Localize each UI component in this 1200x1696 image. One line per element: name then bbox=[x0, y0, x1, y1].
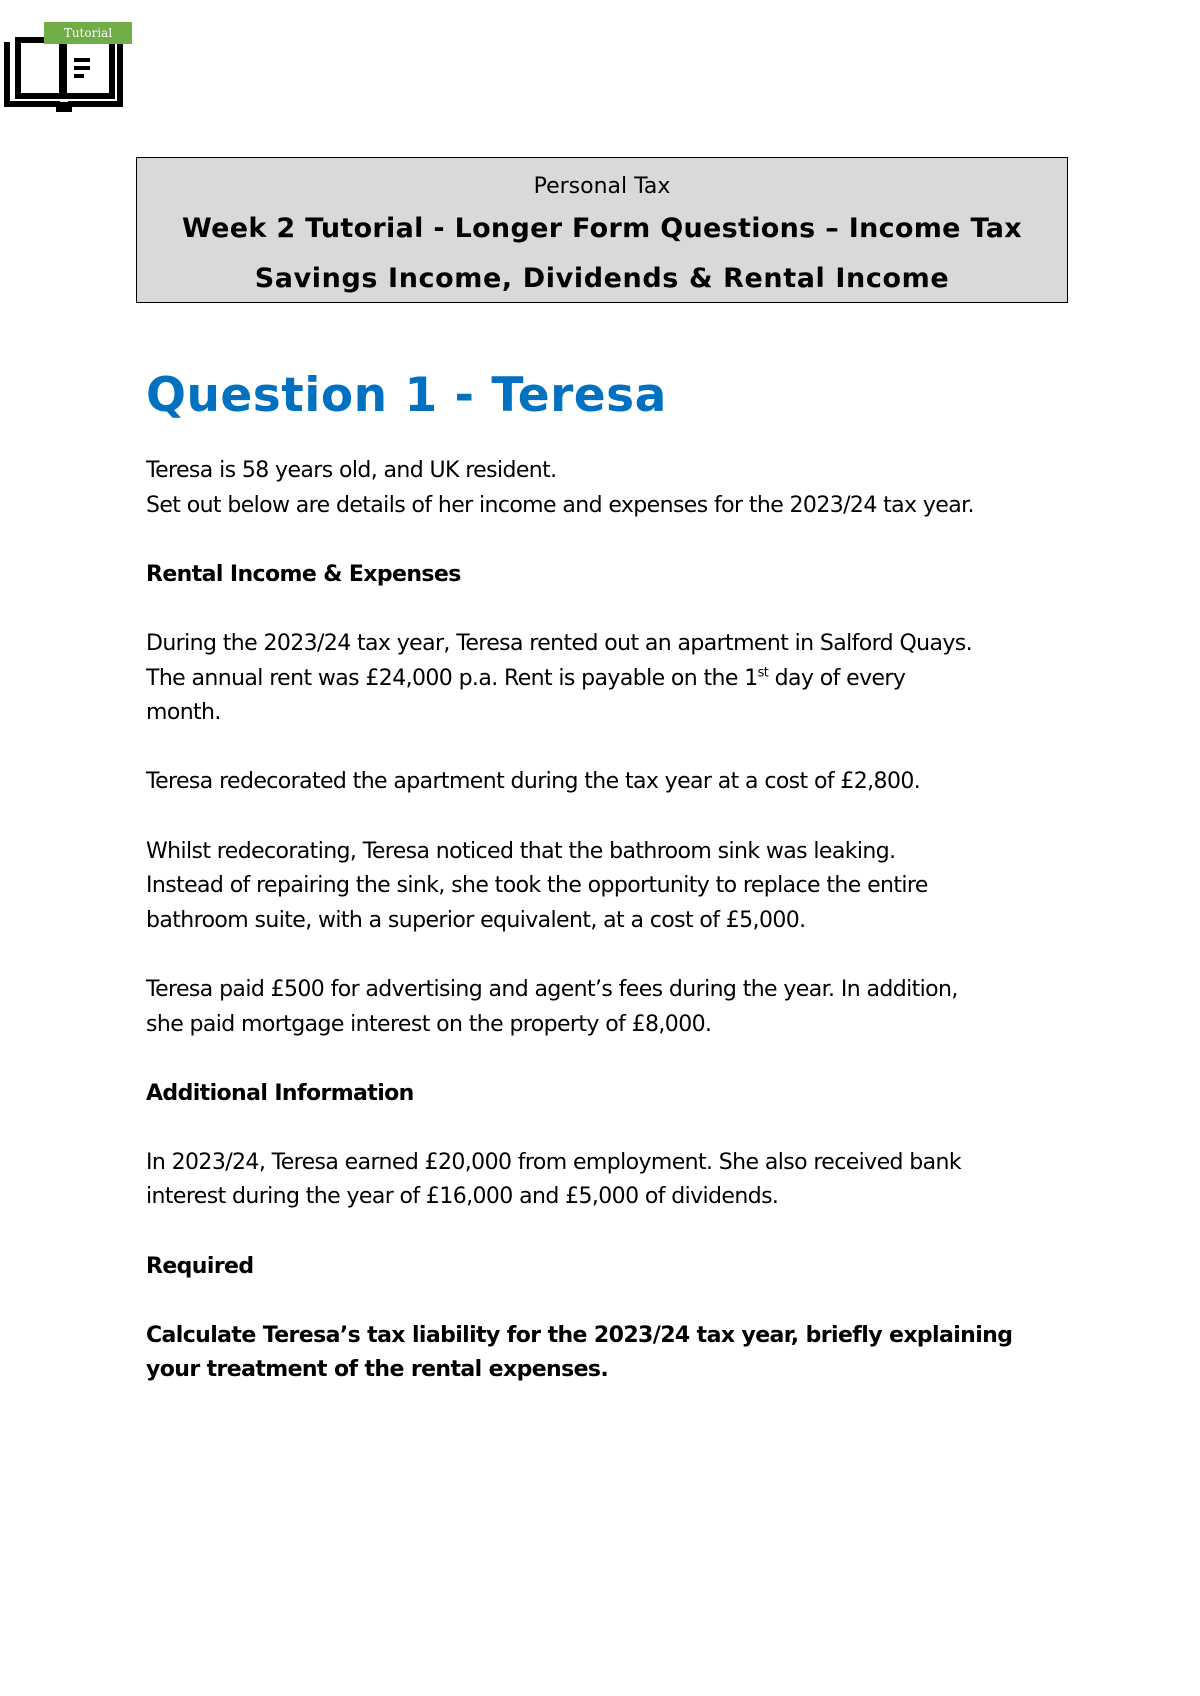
redecoration-paragraph: Teresa redecorated the apartment during the tax year at a cost of £2,800. bbox=[146, 769, 921, 795]
header-subject: Personal Tax bbox=[533, 174, 671, 199]
rent-text: The annual rent was £24,000 p.a. Rent is payable on the 1 bbox=[146, 665, 758, 691]
question-body bbox=[146, 454, 1086, 1388]
bathroom-paragraph-line: Whilst redecorating, Teresa noticed that the bathroom sink was leaking. bbox=[146, 838, 896, 864]
header-title: Week 2 Tutorial - Longer Form Questions – Income Tax bbox=[182, 213, 1022, 244]
fees-paragraph-line: Teresa paid £500 for advertising and agent’s fees during the year. In addition, bbox=[146, 976, 958, 1002]
required-line: your treatment of the rental expenses. bbox=[146, 1357, 609, 1383]
bathroom-paragraph-line: bathroom suite, with a superior equivalent, at a cost of £5,000. bbox=[146, 907, 806, 933]
required-line: Calculate Teresa’s tax liability for the 2023/24 tax year, briefly explaining bbox=[146, 1322, 1013, 1348]
header-box bbox=[136, 157, 1068, 303]
additional-line: interest during the year of £16,000 and £5,000 of dividends. bbox=[146, 1184, 779, 1210]
additional-line: In 2023/24, Teresa earned £20,000 from employment. She also received bank bbox=[146, 1149, 962, 1175]
additional-heading: Additional Information bbox=[146, 1080, 414, 1106]
rental-paragraph-line: During the 2023/24 tax year, Teresa rented out an apartment in Salford Quays. bbox=[146, 630, 973, 656]
ordinal-suffix: st bbox=[757, 665, 769, 681]
required-heading: Required bbox=[146, 1253, 254, 1279]
question-title: Question 1 - Teresa bbox=[146, 368, 667, 423]
tutorial-logo bbox=[4, 22, 128, 118]
intro-line: Teresa is 58 years old, and UK resident. bbox=[146, 458, 557, 483]
logo-tag: Tutorial bbox=[44, 22, 132, 44]
rental-heading: Rental Income & Expenses bbox=[146, 561, 461, 587]
rental-paragraph-line: month. bbox=[146, 700, 221, 726]
rental-paragraph-line bbox=[146, 662, 1086, 697]
rent-text-continued: day of every bbox=[768, 665, 906, 691]
bathroom-paragraph-line: Instead of repairing the sink, she took the opportunity to replace the entire bbox=[146, 873, 928, 899]
header-subtitle: Savings Income, Dividends & Rental Income bbox=[254, 263, 950, 294]
intro-line: Set out below are details of her income and expenses for the 2023/24 tax year. bbox=[146, 492, 974, 518]
fees-paragraph-line: she paid mortgage interest on the property of £8,000. bbox=[146, 1011, 712, 1037]
